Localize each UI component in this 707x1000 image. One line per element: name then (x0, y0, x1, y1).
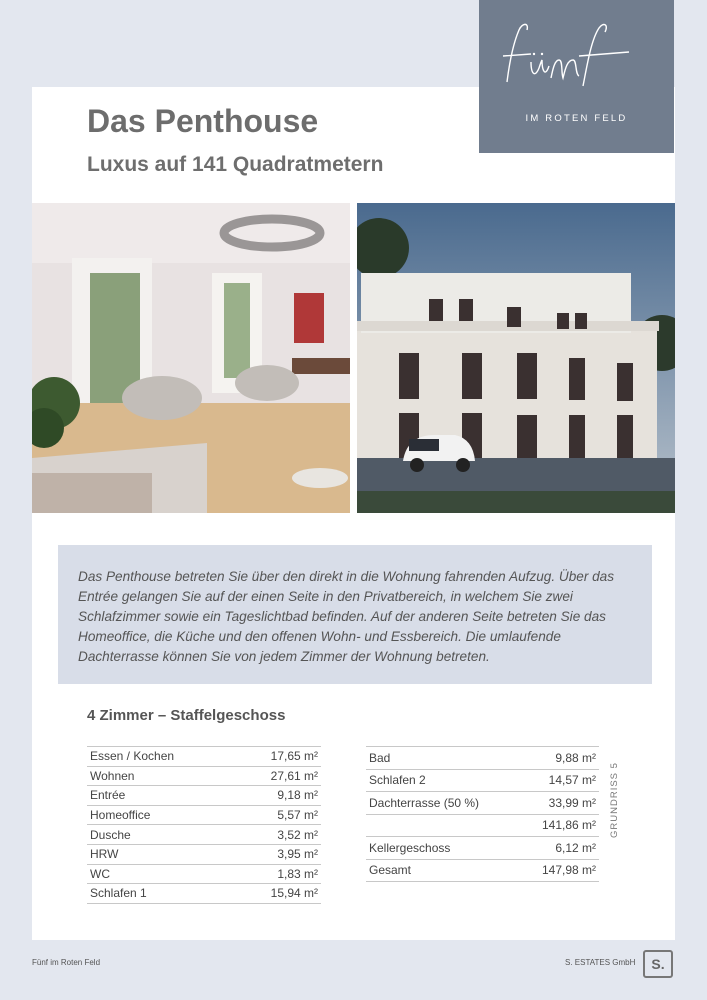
footer-project-name: Fünf im Roten Feld (32, 958, 101, 967)
room-row (366, 837, 599, 860)
room-area: 9,18 m² (277, 788, 318, 803)
company-logo-icon: S. (643, 950, 673, 978)
room-name: Bad (369, 750, 391, 765)
room-row (366, 815, 599, 838)
script-logo-graphic (479, 16, 674, 96)
room-row (366, 747, 599, 770)
room-name: WC (90, 866, 110, 881)
exterior-photo (357, 203, 675, 513)
room-table-right (366, 746, 599, 882)
room-area: 27,61 m² (270, 768, 318, 783)
rooms-heading: 4 Zimmer – Staffelgeschoss (87, 707, 286, 724)
room-area: 17,65 m² (270, 749, 318, 764)
room-name: Dusche (90, 827, 131, 842)
room-name: Schlafen 1 (90, 886, 147, 901)
room-area: 147,98 m² (541, 863, 596, 878)
room-row (87, 747, 321, 767)
room-area: 33,99 m² (548, 795, 596, 810)
room-name: Homeoffice (90, 808, 151, 823)
room-row (366, 792, 599, 815)
room-name: Wohnen (90, 768, 135, 783)
room-area: 3,95 m² (277, 847, 318, 862)
room-area: 6,12 m² (555, 840, 596, 855)
room-row (87, 767, 321, 787)
room-name: HRW (90, 847, 119, 862)
interior-photo (32, 203, 350, 513)
floorplan-label: GRUNDRISS 5 (609, 762, 620, 838)
description-text: Das Penthouse betreten Sie über den direkt in die Wohnung fahrenden Aufzug. Über das Entrée gelangen Sie auf der einen Seite in den Privatbereich, in welchem Sie zwei Schlafzimmer sowie ein Tageslichtbad befinden. Auf der anderen Seite betreten Sie das Homeoffice, die Küche und den offenen Wohn- und Essbereich. Die umlaufende Dachterrasse können Sie von jedem Zimmer der Wohnung betreten. (78, 569, 615, 664)
room-area: 14,57 m² (548, 773, 596, 788)
room-name: Entrée (90, 788, 126, 803)
brand-logo (479, 0, 674, 153)
room-name: Dachterrasse (50 %) (369, 795, 480, 810)
footer-company-name: S. ESTATES GmbH (565, 958, 636, 967)
room-table-left (87, 746, 321, 904)
room-row (87, 825, 321, 845)
room-name: Kellergeschoss (369, 840, 451, 855)
room-name: Schlafen 2 (369, 773, 426, 788)
room-area: 3,52 m² (277, 827, 318, 842)
room-row (366, 770, 599, 793)
room-area: 9,88 m² (555, 750, 596, 765)
room-row (87, 845, 321, 865)
room-area: 141,86 m² (541, 818, 596, 833)
page-title: Das Penthouse (87, 103, 319, 139)
room-row (87, 786, 321, 806)
description-box (58, 545, 652, 684)
room-area: 15,94 m² (270, 886, 318, 901)
room-row (87, 884, 321, 904)
room-row (366, 860, 599, 883)
room-name: Gesamt (369, 863, 412, 878)
room-row (87, 806, 321, 826)
room-area: 5,57 m² (277, 808, 318, 823)
room-area: 1,83 m² (277, 866, 318, 881)
logo-tagline: IM ROTEN FELD (525, 113, 628, 124)
room-row (87, 865, 321, 885)
room-name: Essen / Kochen (90, 749, 175, 764)
page-subtitle: Luxus auf 141 Quadratmetern (87, 153, 384, 176)
